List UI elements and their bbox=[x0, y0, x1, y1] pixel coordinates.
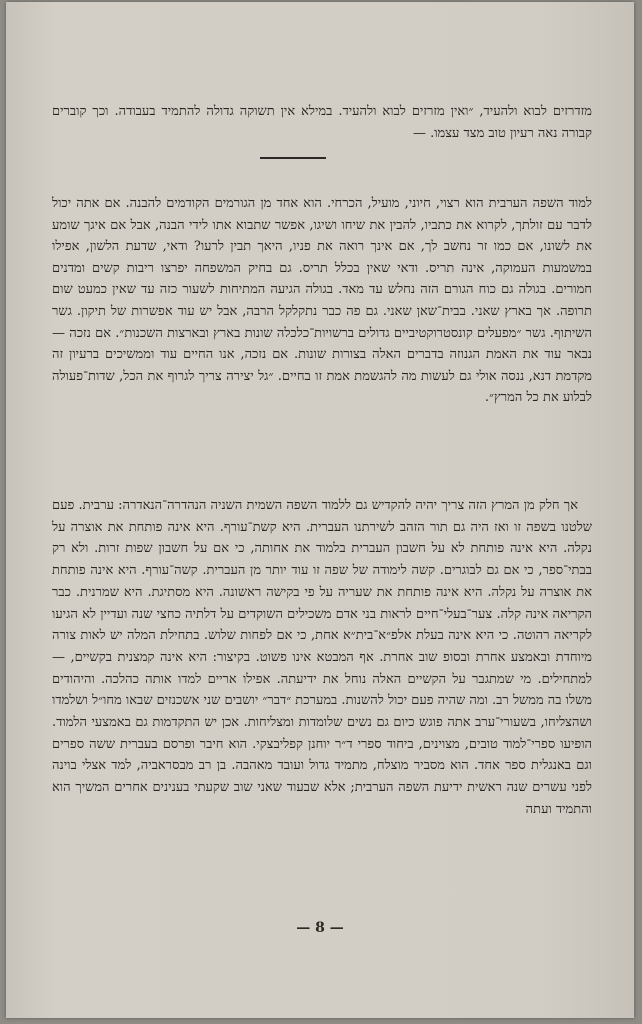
page-number: — 8 — bbox=[296, 920, 344, 936]
intro-paragraph: מזדרזים לבוא ולהעיד, ״ואין מזרזים לבוא ולהעיד. במילא אין תשוקה גדולה להתמיד בעבודה. וכך קוברים קבורה נאה רעיון טוב מצד עצמו. — bbox=[52, 104, 592, 141]
book-page bbox=[6, 2, 634, 1018]
arabic-study-paragraph: למוד השפה הערבית הוא רצוי, חיוני, מועיל, הכרחי. הוא אחד מן הגורמים הקודמים להבנה. אם אתה יכול לדבר עם זולתך, לקרוא את כתביו, להבין את שיחו ושיגו, אפשר שתבוא אתו לידי הבנה, אבל אם איגך שומע את לשונו, אם כמו זר נחשב לך, אם אינך רואה את פניו, היאך תבין לרעו? ודאי, שדעת הלשון, אפילו במשמעות העמוקה, אינה תריס. ודאי שאין בכלל תריס. גם בחיק המשפחה יפרצו ריבות קשים ומדנים חמורים. בגולה גם כוח הגורם הזה נחלש עד מאד. בגולה הגיעה המתיחות לשעור כזה עד שאין כמעט שום תרופה. אך בארץ שאני. בבית־שאן שאני. גם פה כבר נתקלקל הרבה, אבל יש עוד אפשרות של תיקון. גשר השיתוף. גשר ״מפעלים קונסטרוקטיביים גדולים ברשויות־כלכלה שונות בארץ ובארצות השכנות״. אם נזכה — נבאר עוד את האמת הגנוזה בדברים האלה בצורות שונות. אם נזכה, אנו החיים עוד וממשיכים ברעיון זה מקדמת דנא, ננסה אולי גם לעשות מה להגשמת אמת זו בחיים. ״גל יצירה צריך לגרוף את הכל, שדות־פעולה לבלוע את כל המרץ״. bbox=[52, 196, 592, 406]
section-separator bbox=[260, 157, 326, 159]
arabic-language-paragraph: אך חלק מן המרץ הזה צריך יהיה להקדיש גם ללמוד השפה השמית השניה הנהדרה־הנאדרה: ערבית. פעם שלטנו בשפה זו ואז היה גם תור הזהב לשירתנו העברית. היא קשת־עורף. היא אינה פותחת את אוצרה על נקלה. היא אינה פותחת לא על חשבון העברית בלמוד את אחותה, כי אם על חשבון שפות זרות. ולא רק בבתי־ספר, כי אם גם לבוגרים. קשה לימודה של שפה זו עוד יותר מן העברית. קשה־עורף. היא אינה פותחת את אוצרה על נקלה. היא אינה פותחת את שעריה על פי בקישה ראשונה. היא מסתיגת. היא שמרנית. כבר הקריאה אינה קלה. צער־בעלי־חיים לראות בני אדם משכילים השוקדים על דלתיה כחצי שנה ועדיין לא הגיעו לקריאה רהוטה. כי היא אינה בעלת אלפ״א־בית״א אחת, כי אם לפחות שלוש. בתחילת המלה יש לאות צורה מיוחדת ובאמצע אחרת ובסופ שוב אחרת. אף המבטא אינו פשוט. בקיצור: היא אינה קמצנית בקשיים, — למתחילים. מי שמתגבר על הקשיים האלה נוחל את ידיעתה. אפילו אריים למדו אותה כהלכה. והיהודים משלו בה ממשל רב. ומה שהיה פעם יכול להשנות. במערכת ״דבר״ יושבים שני אשכנזים שבאו מחו״ל ושלמדו ושהצליחו, בשעורי־ערב אתה פוגש כיום גם נשים שלומדות ומצליחות. אכן יש התקדמות גם באמצעי הלמוד. הופיעו ספרי־למוד טובים, מצוינים, ביחוד ספרי ד״ר יוחנן קפליבצקי. הוא חיבר ופרסם בעברית ששה ספרים וגם באנגלית ספר אחד. הוא מסביר מוצלח, מתמיד גדול ועובד מאהבה. בן רב מבסראביה, למד אצלי בוינה לפני עשרים שנה ראשית ידיעת השפה הערבית; אלא שבעוד שאני שוב שקעתי בענינים אחרים המשיך הוא והתמיד ועתה bbox=[52, 498, 592, 817]
